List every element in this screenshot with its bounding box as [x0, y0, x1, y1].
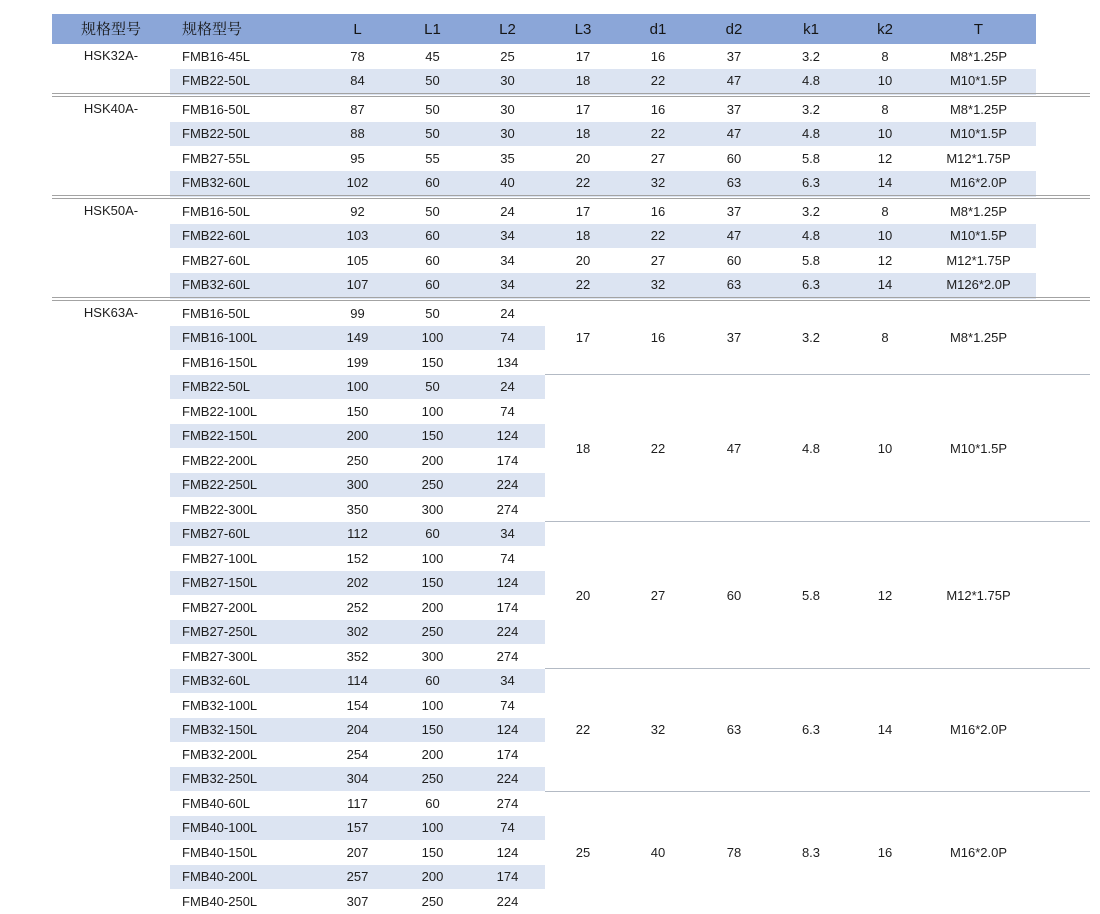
value-cell-L: 350 [320, 497, 395, 522]
merged-value-cell-T: M8*1.25P [921, 299, 1036, 375]
value-cell-L: 200 [320, 424, 395, 449]
value-cell-L: 152 [320, 546, 395, 571]
header-cell-k2: k2 [849, 14, 921, 44]
value-cell-L2: 224 [470, 620, 545, 645]
value-cell-T: M12*1.75P [921, 146, 1036, 171]
merged-value-cell-d2: 63 [695, 669, 773, 792]
model-cell: FMB27-55L [170, 146, 320, 171]
value-cell-L1: 60 [395, 273, 470, 300]
value-cell-k2: 12 [849, 146, 921, 171]
value-cell-T: M8*1.25P [921, 44, 1036, 69]
table-row [52, 669, 1090, 694]
model-cell: FMB16-50L [170, 95, 320, 122]
value-cell-T: M126*2.0P [921, 273, 1036, 300]
model-cell: FMB22-50L [170, 69, 320, 96]
model-cell: FMB32-250L [170, 767, 320, 792]
spec-table [52, 14, 1090, 914]
table-row [52, 122, 1090, 147]
value-cell-L: 204 [320, 718, 395, 743]
merged-value-cell-L3: 17 [545, 299, 621, 375]
value-cell-d1: 22 [621, 69, 695, 96]
model-cell: FMB22-60L [170, 224, 320, 249]
value-cell-L: 199 [320, 350, 395, 375]
value-cell-k1: 5.8 [773, 248, 849, 273]
value-cell-L: 157 [320, 816, 395, 841]
merged-value-cell-d2: 60 [695, 522, 773, 669]
value-cell-L: 95 [320, 146, 395, 171]
value-cell-L: 207 [320, 840, 395, 865]
value-cell-d1: 22 [621, 224, 695, 249]
value-cell-T: M10*1.5P [921, 224, 1036, 249]
value-cell-L: 99 [320, 299, 395, 326]
filler-cell [1036, 299, 1090, 375]
value-cell-L1: 100 [395, 693, 470, 718]
value-cell-L: 112 [320, 522, 395, 547]
value-cell-L3: 17 [545, 197, 621, 224]
model-cell: FMB32-100L [170, 693, 320, 718]
filler-cell [1036, 146, 1090, 171]
table-header-row [52, 14, 1090, 44]
value-cell-L2: 34 [470, 248, 545, 273]
value-cell-L: 87 [320, 95, 395, 122]
value-cell-L3: 18 [545, 122, 621, 147]
merged-value-cell-k1: 4.8 [773, 375, 849, 522]
value-cell-k2: 8 [849, 44, 921, 69]
header-cell-spec1: 规格型号 [170, 14, 320, 44]
merged-value-cell-L3: 18 [545, 375, 621, 522]
value-cell-L1: 100 [395, 816, 470, 841]
value-cell-L2: 274 [470, 791, 545, 816]
value-cell-L: 78 [320, 44, 395, 69]
table-row [52, 171, 1090, 198]
value-cell-k2: 10 [849, 224, 921, 249]
model-cell: FMB32-60L [170, 669, 320, 694]
value-cell-L: 100 [320, 375, 395, 400]
merged-value-cell-L3: 25 [545, 791, 621, 914]
merged-value-cell-k2: 10 [849, 375, 921, 522]
merged-value-cell-k2: 16 [849, 791, 921, 914]
value-cell-L: 300 [320, 473, 395, 498]
model-cell: FMB16-50L [170, 299, 320, 326]
value-cell-d2: 47 [695, 69, 773, 96]
value-cell-L2: 40 [470, 171, 545, 198]
merged-value-cell-d2: 37 [695, 299, 773, 375]
model-cell: FMB16-100L [170, 326, 320, 351]
model-cell: FMB27-60L [170, 522, 320, 547]
series-cell: HSK63A- [52, 299, 170, 914]
value-cell-L1: 60 [395, 248, 470, 273]
value-cell-L2: 25 [470, 44, 545, 69]
table-row [52, 197, 1090, 224]
value-cell-L1: 50 [395, 69, 470, 96]
merged-value-cell-d1: 27 [621, 522, 695, 669]
value-cell-L2: 74 [470, 816, 545, 841]
value-cell-L1: 200 [395, 448, 470, 473]
filler-cell [1036, 248, 1090, 273]
value-cell-T: M10*1.5P [921, 122, 1036, 147]
value-cell-d2: 63 [695, 171, 773, 198]
value-cell-L2: 34 [470, 522, 545, 547]
merged-value-cell-d1: 22 [621, 375, 695, 522]
value-cell-L: 154 [320, 693, 395, 718]
value-cell-L: 103 [320, 224, 395, 249]
value-cell-L2: 74 [470, 546, 545, 571]
value-cell-L: 84 [320, 69, 395, 96]
value-cell-T: M12*1.75P [921, 248, 1036, 273]
value-cell-L3: 22 [545, 171, 621, 198]
filler-cell [1036, 197, 1090, 224]
filler-cell [1036, 273, 1090, 300]
value-cell-k2: 8 [849, 95, 921, 122]
table-row [52, 44, 1090, 69]
value-cell-L2: 124 [470, 840, 545, 865]
value-cell-L1: 300 [395, 497, 470, 522]
value-cell-L1: 200 [395, 865, 470, 890]
value-cell-L2: 34 [470, 224, 545, 249]
value-cell-L1: 50 [395, 299, 470, 326]
value-cell-L2: 174 [470, 865, 545, 890]
model-cell: FMB32-200L [170, 742, 320, 767]
value-cell-L3: 17 [545, 95, 621, 122]
value-cell-d1: 16 [621, 95, 695, 122]
value-cell-L3: 17 [545, 44, 621, 69]
merged-value-cell-k1: 5.8 [773, 522, 849, 669]
merged-value-cell-k1: 3.2 [773, 299, 849, 375]
value-cell-L: 150 [320, 399, 395, 424]
header-cell-l1: L1 [395, 14, 470, 44]
merged-value-cell-d2: 47 [695, 375, 773, 522]
merged-value-cell-k2: 14 [849, 669, 921, 792]
value-cell-L2: 174 [470, 448, 545, 473]
merged-value-cell-d2: 78 [695, 791, 773, 914]
value-cell-T: M8*1.25P [921, 95, 1036, 122]
value-cell-L1: 50 [395, 375, 470, 400]
filler-cell [1036, 224, 1090, 249]
series-cell: HSK50A- [52, 197, 170, 299]
model-cell: FMB40-100L [170, 816, 320, 841]
header-cell-l: L [320, 14, 395, 44]
value-cell-L1: 60 [395, 224, 470, 249]
value-cell-L2: 224 [470, 473, 545, 498]
value-cell-L2: 30 [470, 122, 545, 147]
header-cell-d2: d2 [695, 14, 773, 44]
value-cell-L3: 20 [545, 146, 621, 171]
value-cell-k2: 14 [849, 273, 921, 300]
value-cell-d2: 60 [695, 248, 773, 273]
value-cell-L2: 74 [470, 326, 545, 351]
value-cell-d1: 32 [621, 273, 695, 300]
value-cell-L1: 150 [395, 718, 470, 743]
value-cell-L2: 30 [470, 69, 545, 96]
header-cell-k1: k1 [773, 14, 849, 44]
model-cell: FMB32-60L [170, 171, 320, 198]
value-cell-L2: 74 [470, 399, 545, 424]
value-cell-k1: 3.2 [773, 197, 849, 224]
value-cell-L1: 150 [395, 571, 470, 596]
series-cell: HSK32A- [52, 44, 170, 95]
value-cell-d1: 22 [621, 122, 695, 147]
section-hsk63a [52, 299, 1090, 914]
value-cell-k1: 6.3 [773, 273, 849, 300]
value-cell-L1: 150 [395, 840, 470, 865]
value-cell-L1: 50 [395, 197, 470, 224]
model-cell: FMB22-300L [170, 497, 320, 522]
model-cell: FMB22-50L [170, 122, 320, 147]
value-cell-L2: 30 [470, 95, 545, 122]
filler-cell [1036, 522, 1090, 669]
value-cell-d2: 37 [695, 197, 773, 224]
value-cell-L1: 50 [395, 95, 470, 122]
table-row [52, 375, 1090, 400]
merged-value-cell-k1: 6.3 [773, 669, 849, 792]
filler-cell [1036, 69, 1090, 96]
value-cell-L1: 55 [395, 146, 470, 171]
model-cell: FMB22-100L [170, 399, 320, 424]
model-cell: FMB16-50L [170, 197, 320, 224]
model-cell: FMB27-250L [170, 620, 320, 645]
value-cell-L2: 224 [470, 889, 545, 914]
model-cell: FMB22-50L [170, 375, 320, 400]
value-cell-T: M8*1.25P [921, 197, 1036, 224]
value-cell-d1: 27 [621, 146, 695, 171]
value-cell-k1: 5.8 [773, 146, 849, 171]
value-cell-L2: 24 [470, 375, 545, 400]
value-cell-L1: 150 [395, 350, 470, 375]
header-cell-l3: L3 [545, 14, 621, 44]
value-cell-L1: 60 [395, 669, 470, 694]
value-cell-L: 352 [320, 644, 395, 669]
value-cell-L: 88 [320, 122, 395, 147]
value-cell-L1: 50 [395, 122, 470, 147]
model-cell: FMB32-150L [170, 718, 320, 743]
model-cell: FMB27-200L [170, 595, 320, 620]
value-cell-L2: 34 [470, 273, 545, 300]
value-cell-L1: 100 [395, 326, 470, 351]
value-cell-d2: 37 [695, 44, 773, 69]
model-cell: FMB40-200L [170, 865, 320, 890]
value-cell-L: 117 [320, 791, 395, 816]
value-cell-L: 105 [320, 248, 395, 273]
merged-value-cell-T: M16*2.0P [921, 791, 1036, 914]
value-cell-d1: 16 [621, 197, 695, 224]
model-cell: FMB22-250L [170, 473, 320, 498]
value-cell-L2: 124 [470, 571, 545, 596]
value-cell-L: 304 [320, 767, 395, 792]
value-cell-L: 250 [320, 448, 395, 473]
value-cell-k1: 3.2 [773, 44, 849, 69]
value-cell-d1: 16 [621, 44, 695, 69]
value-cell-L3: 20 [545, 248, 621, 273]
table-row [52, 791, 1090, 816]
value-cell-L: 92 [320, 197, 395, 224]
merged-value-cell-T: M12*1.75P [921, 522, 1036, 669]
section-hsk50a [52, 197, 1090, 299]
table-row [52, 522, 1090, 547]
table-row [52, 273, 1090, 300]
value-cell-k1: 3.2 [773, 95, 849, 122]
value-cell-L: 254 [320, 742, 395, 767]
filler-cell [1036, 669, 1090, 792]
value-cell-L1: 45 [395, 44, 470, 69]
value-cell-d2: 47 [695, 122, 773, 147]
value-cell-L3: 22 [545, 273, 621, 300]
merged-value-cell-d1: 32 [621, 669, 695, 792]
value-cell-L: 114 [320, 669, 395, 694]
value-cell-d2: 37 [695, 95, 773, 122]
value-cell-L2: 274 [470, 497, 545, 522]
value-cell-L1: 150 [395, 424, 470, 449]
table-row [52, 95, 1090, 122]
value-cell-d2: 47 [695, 224, 773, 249]
value-cell-k2: 10 [849, 69, 921, 96]
value-cell-k1: 6.3 [773, 171, 849, 198]
value-cell-L3: 18 [545, 69, 621, 96]
value-cell-L1: 200 [395, 595, 470, 620]
value-cell-T: M10*1.5P [921, 69, 1036, 96]
merged-value-cell-k1: 8.3 [773, 791, 849, 914]
table-row [52, 69, 1090, 96]
merged-value-cell-k2: 12 [849, 522, 921, 669]
value-cell-d2: 63 [695, 273, 773, 300]
value-cell-L: 307 [320, 889, 395, 914]
filler-cell [1036, 171, 1090, 198]
value-cell-L2: 174 [470, 742, 545, 767]
value-cell-L: 149 [320, 326, 395, 351]
model-cell: FMB27-300L [170, 644, 320, 669]
header-cell-l2: L2 [470, 14, 545, 44]
value-cell-L2: 24 [470, 299, 545, 326]
value-cell-k2: 10 [849, 122, 921, 147]
value-cell-k1: 4.8 [773, 224, 849, 249]
model-cell: FMB40-150L [170, 840, 320, 865]
model-cell: FMB40-250L [170, 889, 320, 914]
value-cell-T: M16*2.0P [921, 171, 1036, 198]
value-cell-L1: 60 [395, 171, 470, 198]
value-cell-L1: 60 [395, 791, 470, 816]
value-cell-L2: 35 [470, 146, 545, 171]
filler-cell [1036, 44, 1090, 69]
table-row [52, 224, 1090, 249]
value-cell-L1: 200 [395, 742, 470, 767]
value-cell-k1: 4.8 [773, 69, 849, 96]
value-cell-L1: 250 [395, 767, 470, 792]
model-cell: FMB16-150L [170, 350, 320, 375]
model-cell: FMB22-150L [170, 424, 320, 449]
section-hsk40a [52, 95, 1090, 197]
value-cell-k2: 12 [849, 248, 921, 273]
value-cell-L: 257 [320, 865, 395, 890]
value-cell-L: 302 [320, 620, 395, 645]
filler-cell [1036, 791, 1090, 914]
value-cell-L3: 18 [545, 224, 621, 249]
value-cell-L: 202 [320, 571, 395, 596]
value-cell-d1: 32 [621, 171, 695, 198]
model-cell: FMB32-60L [170, 273, 320, 300]
value-cell-L2: 24 [470, 197, 545, 224]
value-cell-L1: 100 [395, 399, 470, 424]
value-cell-L2: 224 [470, 767, 545, 792]
value-cell-k1: 4.8 [773, 122, 849, 147]
value-cell-L1: 60 [395, 522, 470, 547]
value-cell-L2: 34 [470, 669, 545, 694]
value-cell-L: 107 [320, 273, 395, 300]
value-cell-L2: 274 [470, 644, 545, 669]
merged-value-cell-d1: 16 [621, 299, 695, 375]
table-row [52, 299, 1090, 326]
value-cell-L2: 124 [470, 718, 545, 743]
model-cell: FMB27-60L [170, 248, 320, 273]
value-cell-k2: 14 [849, 171, 921, 198]
model-cell: FMB40-60L [170, 791, 320, 816]
value-cell-L: 252 [320, 595, 395, 620]
series-cell: HSK40A- [52, 95, 170, 197]
merged-value-cell-T: M16*2.0P [921, 669, 1036, 792]
header-filler-cell [1036, 14, 1090, 44]
value-cell-d1: 27 [621, 248, 695, 273]
value-cell-L1: 250 [395, 473, 470, 498]
table-row [52, 248, 1090, 273]
filler-cell [1036, 375, 1090, 522]
header-cell-spec0: 规格型号 [52, 14, 170, 44]
value-cell-L1: 250 [395, 620, 470, 645]
value-cell-L: 102 [320, 171, 395, 198]
value-cell-k2: 8 [849, 197, 921, 224]
value-cell-L1: 300 [395, 644, 470, 669]
value-cell-L2: 134 [470, 350, 545, 375]
value-cell-L1: 250 [395, 889, 470, 914]
model-cell: FMB22-200L [170, 448, 320, 473]
value-cell-L2: 124 [470, 424, 545, 449]
merged-value-cell-d1: 40 [621, 791, 695, 914]
value-cell-L2: 74 [470, 693, 545, 718]
header-cell-t: T [921, 14, 1036, 44]
value-cell-L2: 174 [470, 595, 545, 620]
table-row [52, 146, 1090, 171]
merged-value-cell-L3: 22 [545, 669, 621, 792]
merged-value-cell-T: M10*1.5P [921, 375, 1036, 522]
value-cell-d2: 60 [695, 146, 773, 171]
model-cell: FMB27-150L [170, 571, 320, 596]
filler-cell [1036, 95, 1090, 122]
model-cell: FMB27-100L [170, 546, 320, 571]
merged-value-cell-L3: 20 [545, 522, 621, 669]
section-hsk32a [52, 44, 1090, 95]
filler-cell [1036, 122, 1090, 147]
model-cell: FMB16-45L [170, 44, 320, 69]
header-cell-d1: d1 [621, 14, 695, 44]
merged-value-cell-k2: 8 [849, 299, 921, 375]
value-cell-L1: 100 [395, 546, 470, 571]
